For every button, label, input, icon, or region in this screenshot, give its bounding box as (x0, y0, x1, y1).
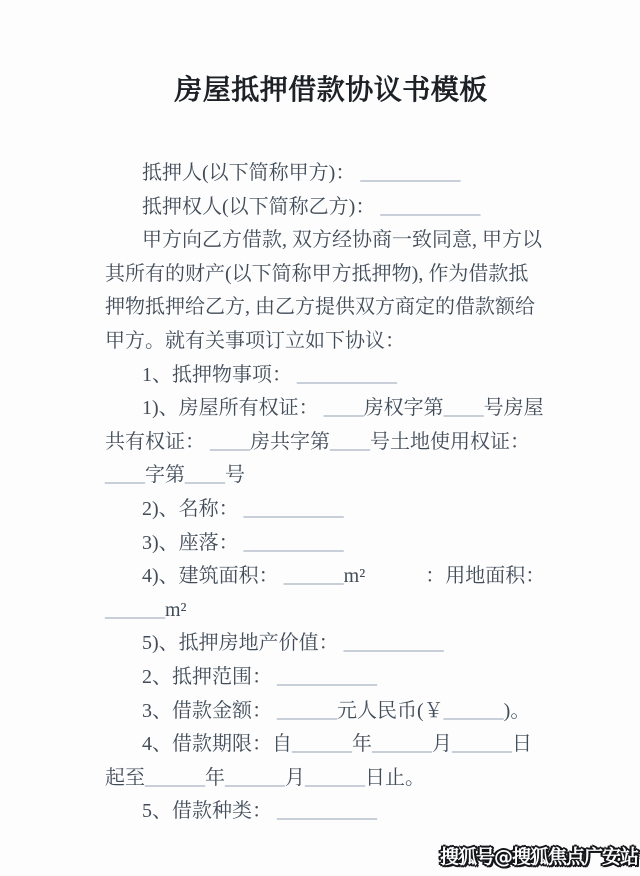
document-line: 起至______年______月______日止。 (105, 766, 425, 789)
blank-underline: __________ (380, 195, 481, 218)
document-line: 4)、建筑面积： ______m² ：用地面积： (142, 565, 546, 588)
blank-underline: ____ (323, 397, 364, 420)
document-line: 5、借款种类： __________ (142, 800, 377, 823)
blank-underline: ____ (443, 397, 484, 420)
document-title: 房屋抵押借款协议书模板 (174, 73, 488, 106)
blank-underline: ______ (443, 699, 504, 722)
blank-underline: __________ (343, 632, 444, 655)
document-line: 2、抵押范围： __________ (142, 665, 377, 688)
watermark-sohu: 搜狐号@搜狐焦点广安站 (439, 846, 638, 868)
blank-underline: __________ (360, 162, 461, 184)
blank-underline: ______ (292, 733, 352, 756)
document-line: 押物抵押给乙方, 由乙方提供双方商定的借款额给 (105, 296, 535, 319)
blank-underline: ____ (330, 430, 370, 453)
document-line: 5)、抵押房地产价值： __________ (142, 632, 444, 655)
document-line: 抵押权人(以下简称乙方)： __________ (142, 195, 481, 218)
blank-underline: ____ (185, 464, 225, 487)
blank-underline: ______ (105, 598, 165, 621)
blank-underline: ______ (283, 565, 344, 588)
blank-underline: ____ (105, 464, 145, 487)
document-line: 1、抵押物事项： __________ (142, 363, 397, 386)
blank-underline: ______ (452, 733, 512, 756)
blank-underline: __________ (297, 363, 397, 386)
blank-underline: ______ (225, 766, 285, 789)
document-line: 甲方向乙方借款, 双方经协商一致同意, 甲方以 (142, 229, 542, 252)
document-line: ____字第____号 (105, 464, 245, 487)
blank-underline: __________ (243, 497, 344, 520)
document-line: 3)、座落： __________ (142, 531, 344, 554)
blank-underline: ______ (305, 766, 365, 789)
document-body (105, 157, 550, 829)
document-line: 3、借款金额： ______元人民币(￥______)。 (142, 699, 531, 722)
blank-underline: ______ (145, 766, 205, 789)
document-line: 抵押人(以下简称甲方)： __________ (142, 162, 461, 184)
blank-underline: __________ (277, 800, 377, 823)
blank-underline: ____ (210, 430, 250, 453)
document-line: 1)、房屋所有权证： ____房权字第____号房屋 (142, 397, 544, 420)
blank-underline: ______ (372, 733, 432, 756)
document-line: 4、借款期限：自______年______月______日 (142, 733, 532, 756)
document-line: ______m² (105, 598, 187, 621)
document-line: 甲方。就有关事项订立如下协议： (105, 329, 405, 352)
blank-underline: __________ (277, 665, 377, 688)
document-line: 2)、名称： __________ (142, 497, 344, 520)
blank-underline: ______ (277, 699, 337, 722)
document-line: 其所有的财产(以下简称甲方抵押物), 作为借款抵 (105, 262, 529, 285)
blank-underline: __________ (243, 531, 344, 554)
document-line: 共有权证： ____房共字第____号土地使用权证： (105, 430, 530, 453)
